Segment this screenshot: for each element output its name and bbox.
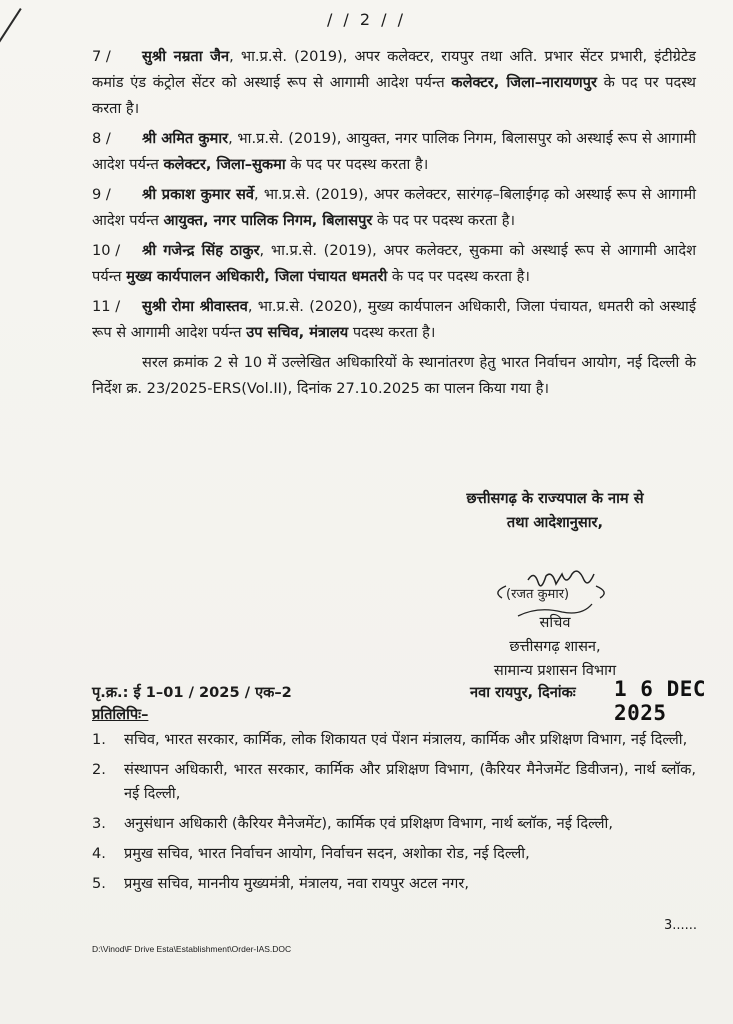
- signatory-dept: सामान्य प्रशासन विभाग: [493, 662, 617, 679]
- reference-number: पृ.क्र.: ई 1–01 / 2025 / एक–2: [92, 684, 292, 701]
- officer-name: श्री गजेन्द्र सिंह ठाकुर: [142, 242, 260, 259]
- continued-page-marker: 3......: [664, 918, 698, 933]
- signatory-designation: [470, 611, 640, 683]
- file-path-footer: D:\Vinod\F Drive Esta\Establishment\Order-IAS.DOC: [92, 944, 292, 954]
- authority-line-2: तथा आदेशानुसार,: [506, 514, 604, 531]
- officer-name: श्री अमित कुमार: [142, 130, 229, 147]
- signatory-govt: छत्तीसगढ़ शासन,: [509, 638, 601, 655]
- posting: आयुक्त, नगर पालिक निगम, बिलासपुर: [163, 212, 373, 229]
- signatory-title: सचिव: [539, 614, 571, 631]
- date-stamp: 1 6 DEC 2025: [614, 677, 707, 725]
- order-item-10: 10 / श्री गजेन्द्र सिंह ठाकुर, भा.प्र.से. (2019), अपर कलेक्टर, सुकमा को अस्थाई रूप से आगामी आदेश पर्यन्त मुख्य कार्यपालन अधिकारी, जिला पंचायत धमतरी के पद पर पदस्थ करता है।: [92, 242, 696, 285]
- officer-name: सुश्री रोमा श्रीवास्तव: [142, 298, 248, 315]
- authority-block: [410, 487, 700, 535]
- order-item-7: 7 / सुश्री नम्रता जैन, भा.प्र.से. (2019), अपर कलेक्टर, रायपुर तथा अति. प्रभार सेंटर प्रभारी, इंटीग्रेटेड कमांड एंड कंट्रोल सेंटर को अस्थाई रूप से आगामी आदेश पर्यन्त कलेक्टर, जिला–नारायणपुर के पद पर पदस्थ करता है।: [92, 48, 697, 117]
- posting: उप सचिव, मंत्रालय: [246, 324, 349, 341]
- order-item-11: 11 / सुश्री रोमा श्रीवास्तव, भा.प्र.से. (2020), मुख्य कार्यपालन अधिकारी, जिला पंचायत, धमतरी को अस्थाई रूप से आगामी आदेश पर्यन्त उप सचिव, मंत्रालय पदस्थ करता है।: [92, 298, 696, 341]
- list-item: 1. सचिव, भारत सरकार, कार्मिक, लोक शिकायत एवं पेंशन मंत्रालय, कार्मिक और प्रशिक्षण विभाग, नई दिल्ली,: [92, 731, 688, 748]
- page-number: / / 2 / /: [326, 10, 407, 29]
- posting: कलेक्टर, जिला–नारायणपुर: [451, 74, 597, 91]
- signatory-name: (रजत कुमार): [506, 587, 570, 602]
- officer-name: श्री प्रकाश कुमार सर्वे: [142, 186, 254, 203]
- list-item: 5. प्रमुख सचिव, माननीय मुख्यमंत्री, मंत्रालय, नवा रायपुर अटल नगर,: [92, 875, 469, 892]
- list-item: 4. प्रमुख सचिव, भारत निर्वाचन आयोग, निर्वाचन सदन, अशोका रोड, नई दिल्ली,: [92, 845, 530, 862]
- list-item: 2. संस्थापन अधिकारी, भारत सरकार, कार्मिक और प्रशिक्षण विभाग, (कैरियर मैनेजमेंट डिवीजन), नार्थ ब्लॉक, नई दिल्ली,: [92, 761, 696, 802]
- posting: मुख्य कार्यपालन अधिकारी, जिला पंचायत धमतरी: [126, 268, 388, 285]
- order-item-9: 9 / श्री प्रकाश कुमार सर्वे, भा.प्र.से. (2019), अपर कलेक्टर, सारंगढ़–बिलाईगढ़ को अस्थाई रूप से आगामी आदेश पर्यन्त आयुक्त, नगर पालिक निगम, बिलासपुर के पद पर पदस्थ करता है।: [92, 186, 696, 229]
- order-item-8: 8 / श्री अमित कुमार, भा.प्र.से. (2019), आयुक्त, नगर पालिक निगम, बिलासपुर को अस्थाई रूप से आगामी आदेश पर्यन्त कलेक्टर, जिला–सुकमा के पद पर पदस्थ करता है।: [92, 130, 696, 173]
- order-body: [92, 44, 696, 406]
- copy-list: [92, 728, 696, 902]
- compliance-note: सरल क्रमांक 2 से 10 में उल्लेखित अधिकारियों के स्थानांतरण हेतु भारत निर्वाचन आयोग, नई दिल्ली के निर्देश क्र. 23/2025-ERS(Vol.II), दिनांक 27.10.2025 का पालन किया गया है।: [92, 354, 696, 397]
- authority-line-1: छत्तीसगढ़ के राज्यपाल के नाम से: [466, 490, 644, 507]
- officer-name: सुश्री नम्रता जैन: [142, 48, 230, 65]
- copy-heading: प्रतिलिपिः–: [92, 706, 149, 723]
- list-item: 3. अनुसंधान अधिकारी (कैरियर मैनेजमेंट), कार्मिक एवं प्रशिक्षण विभाग, नार्थ ब्लॉक, नई दिल्ली,: [92, 815, 613, 832]
- posting: कलेक्टर, जिला–सुकमा: [163, 156, 286, 173]
- place-date-label: नवा रायपुर, दिनांकः: [470, 684, 576, 701]
